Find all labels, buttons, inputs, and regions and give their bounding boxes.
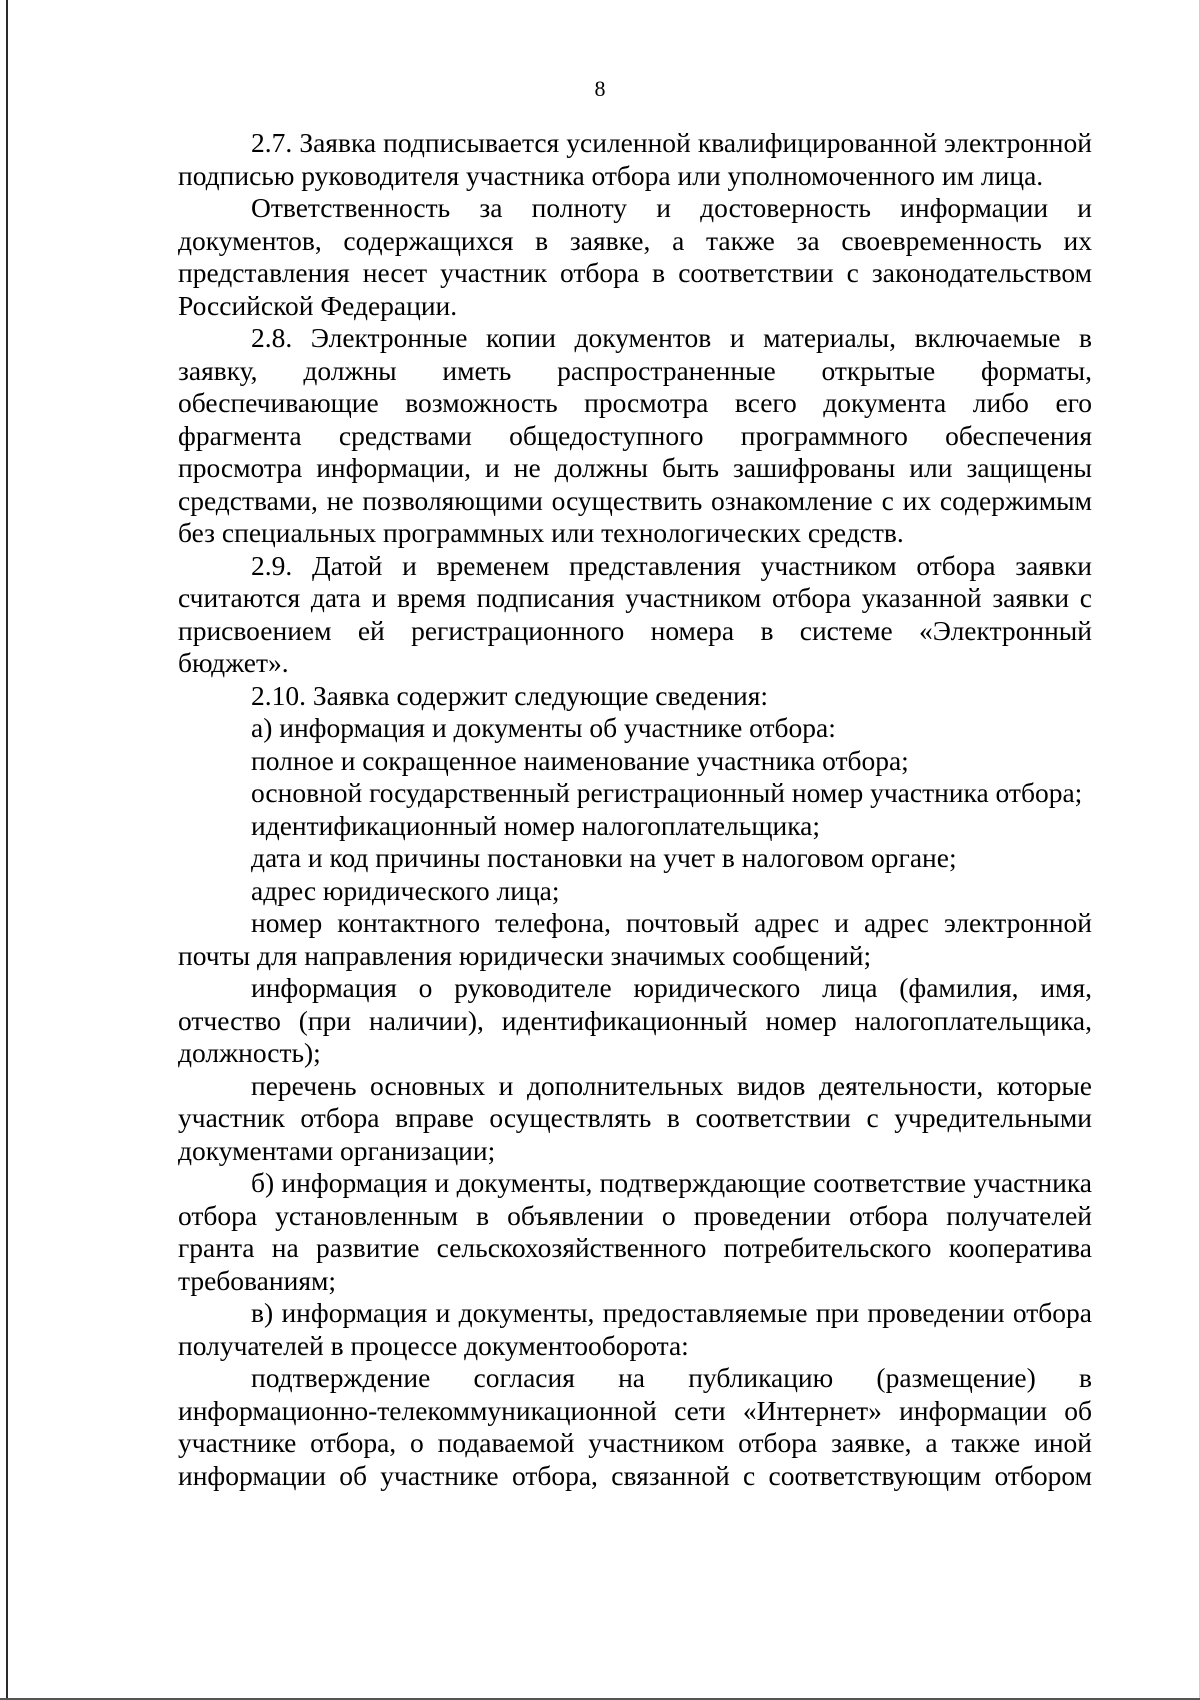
page-number: 8 <box>594 76 606 101</box>
list-item-contacts: номер контактного телефона, почтовый адрес и адрес электронной почты для направления юридически значимых сообщений; <box>178 907 1092 971</box>
list-item-a: а) информация и документы об участнике отбора: <box>251 712 836 743</box>
document-body <box>178 127 1092 1492</box>
paragraph-2-9: 2.9. Датой и временем представления участником отбора заявки считаются дата и время подписания участником отбора указанной заявки с присвоением ей регистрационного номера в системе «Электронный бюджет». <box>178 549 1092 678</box>
paragraph-2-10: 2.10. Заявка содержит следующие сведения: <box>251 679 769 711</box>
scan-edge-left <box>6 0 8 1700</box>
paragraph-2-8: 2.8. Электронные копии документов и материалы, включаемые в заявку, должны иметь распространенные открытые форматы, обеспечивающие возможность просмотра всего документа либо его фрагмента средствами общедоступного программного обеспечения просмотра информации, и не должны быть зашифрованы или защищены средствами, не позволяющими осуществить ознакомление с их содержимым без специальных программных или технологических средств. <box>178 322 1092 548</box>
list-item-consent: подтверждение согласия на публикацию (размещение) в информационно-телекоммуникационной сети «Интернет» информации об участнике отбора, о подаваемой участником отбора заявке, а также иной информации об участнике отбора, связанной с соответствующим отбором <box>178 1362 1092 1491</box>
paragraph-2-7: 2.7. Заявка подписывается усиленной квалифицированной электронной подписью руководителя участника отбора или уполномоченного им лица. <box>178 127 1092 191</box>
list-item-registration-date: дата и код причины постановки на учет в налоговом органе; <box>251 842 957 873</box>
list-item-b: б) информация и документы, подтверждающие соответствие участника отбора установленным в объявлении о проведении отбора получателей гранта на развитие сельскохозяйственного потребительского кооператива требованиям; <box>178 1167 1092 1296</box>
list-item-legal-address: адрес юридического лица; <box>251 874 560 906</box>
list-item-ogrn: основной государственный регистрационный номер участника отбора; <box>251 777 1083 808</box>
paragraph-responsibility: Ответственность за полноту и достоверность информации и документов, содержащихся в заявке, а также за своевременность их представления несет участник отбора в соответствии с законодательством Российской Федерации. <box>178 192 1092 321</box>
list-item-head-info: информация о руководителе юридического лица (фамилия, имя, отчество (при наличии), идентификационный номер налогоплательщика, должность); <box>178 972 1092 1068</box>
list-item-v: в) информация и документы, предоставляемые при проведении отбора получателей в процессе документооборота: <box>178 1297 1092 1361</box>
list-item-inn: идентификационный номер налогоплательщика; <box>251 809 821 841</box>
list-item-activities: перечень основных и дополнительных видов деятельности, которые участник отбора вправе осуществлять в соответствии с учредительными документами организации; <box>178 1069 1092 1166</box>
list-item-full-name: полное и сокращенное наименование участника отбора; <box>251 744 909 776</box>
